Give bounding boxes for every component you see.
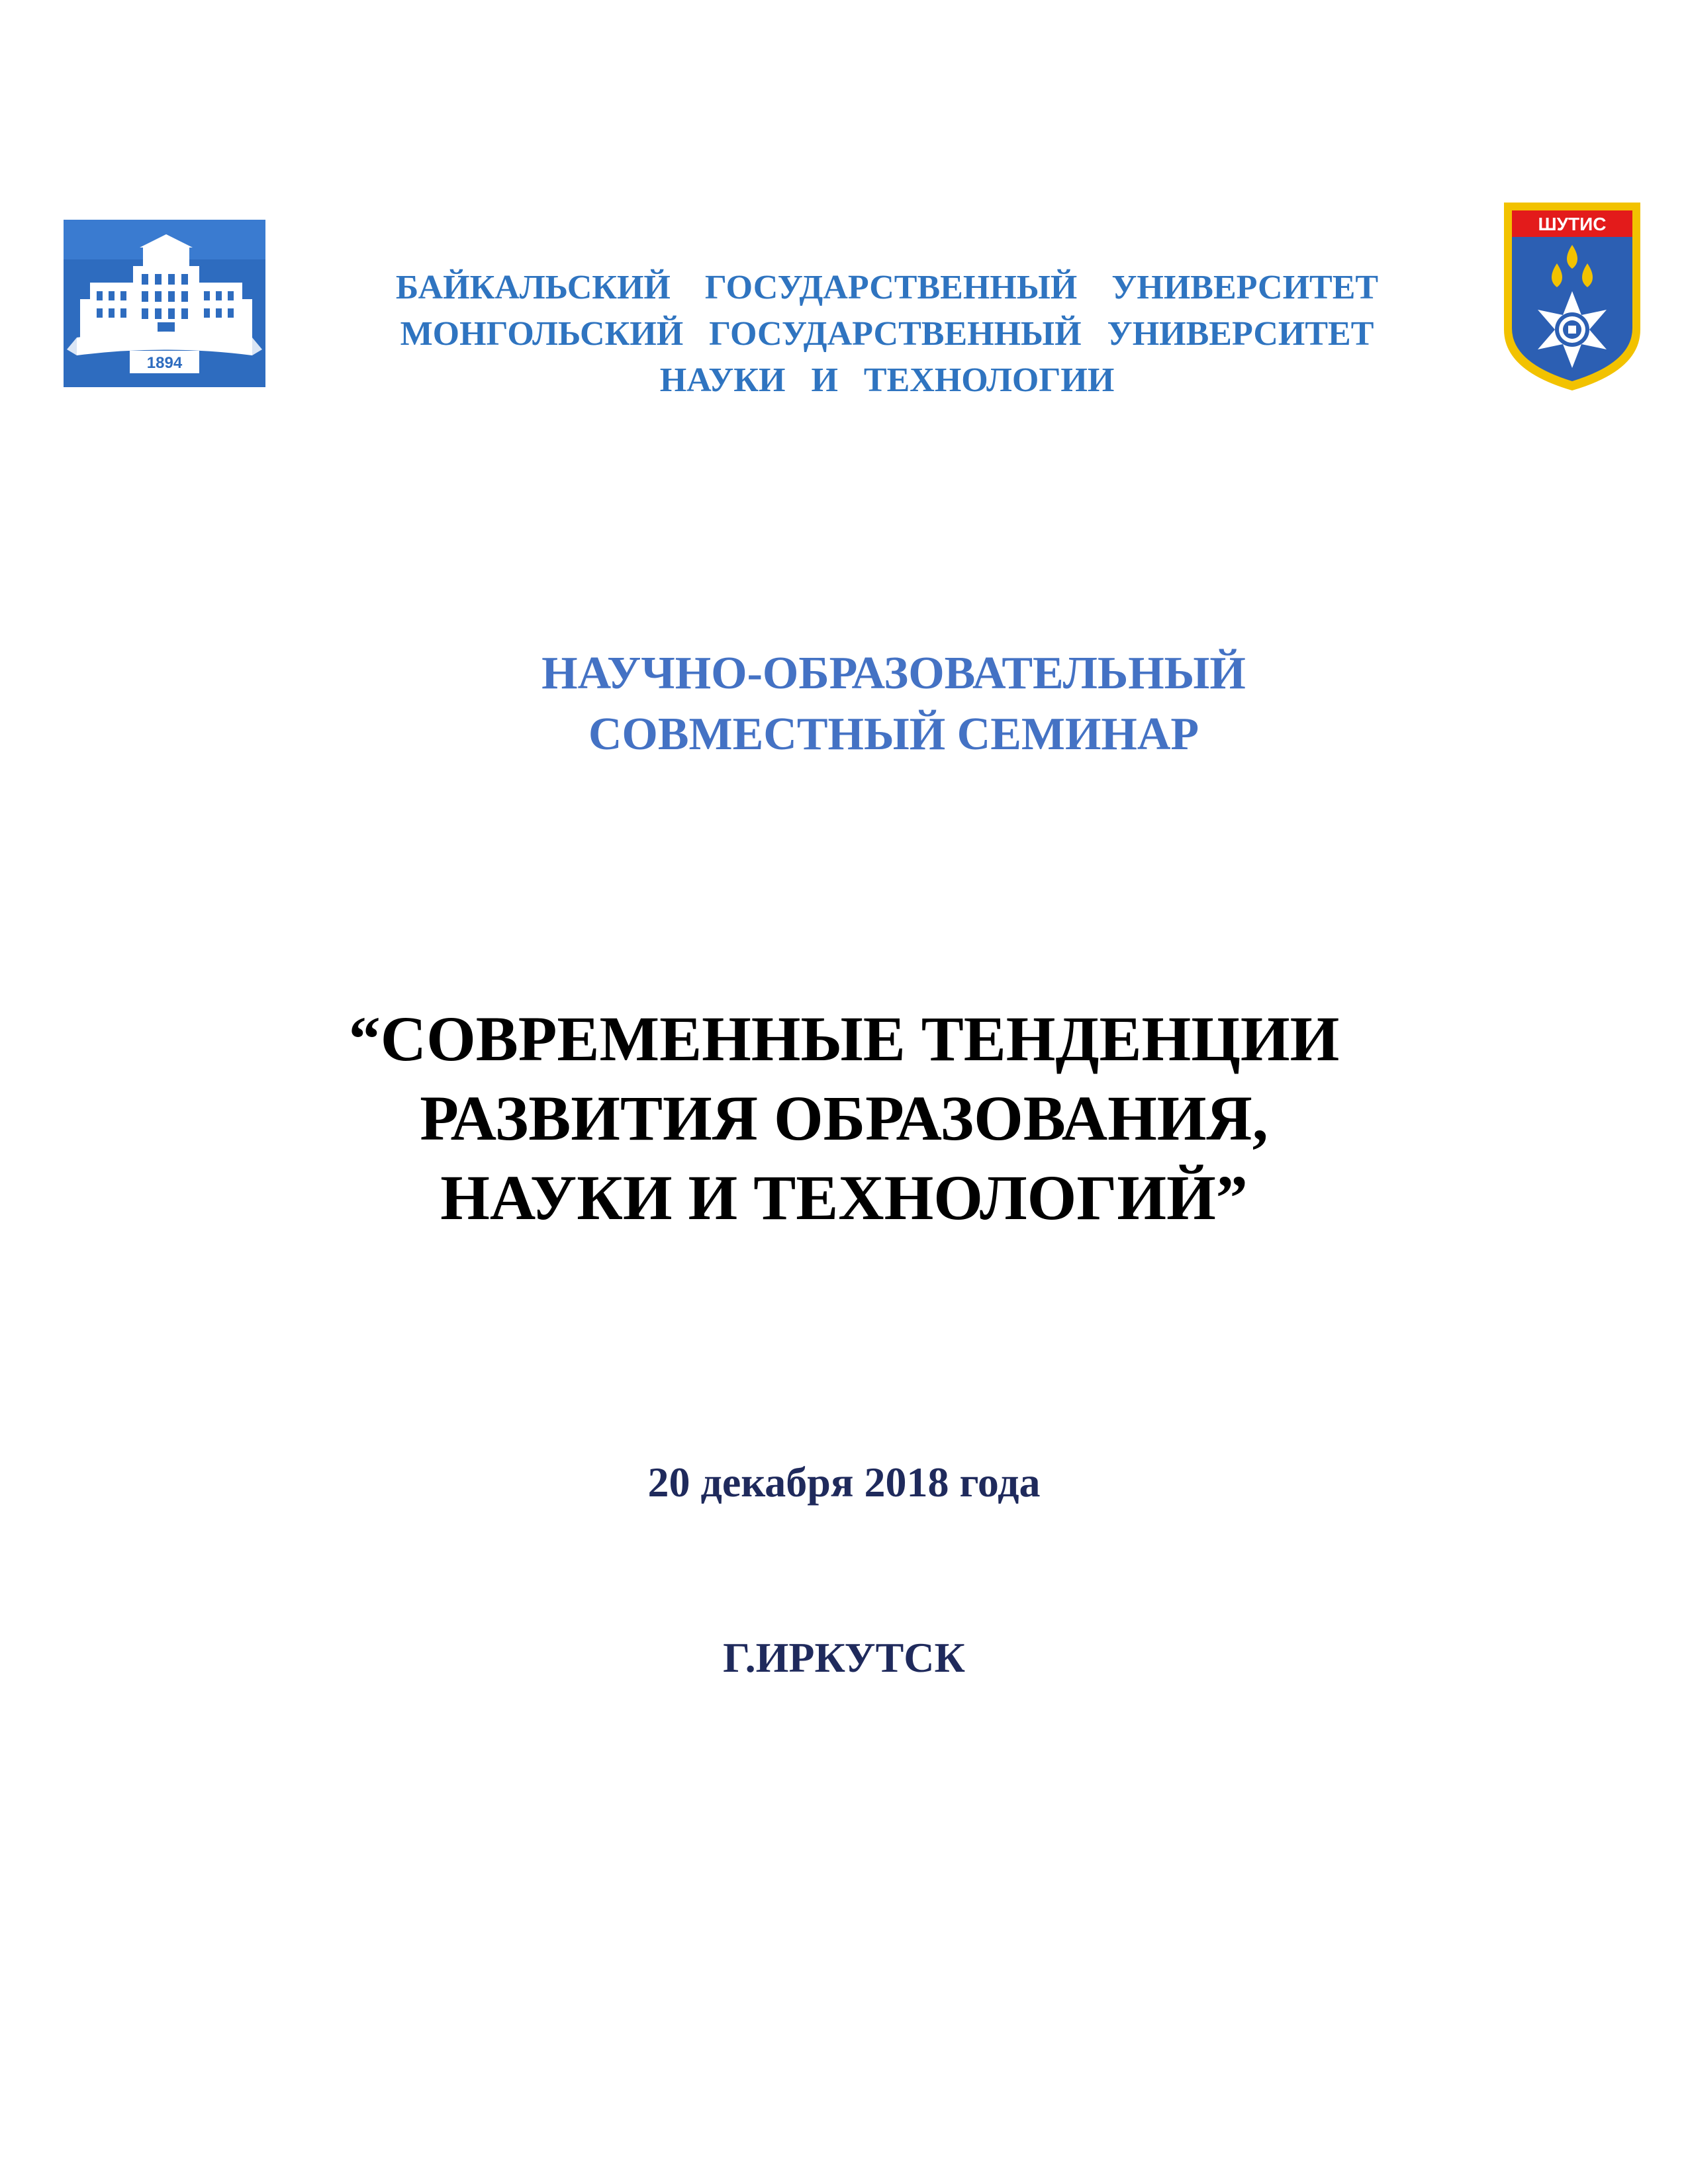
seminar-line-1: НАУЧНО-ОБРАЗОВАТЕЛЬНЫЙ <box>541 648 1246 699</box>
university-names <box>285 265 1489 404</box>
title-line-1: “СОВРЕМЕННЫЕ ТЕНДЕНЦИИ <box>348 1003 1340 1074</box>
university-building-logo <box>64 220 265 387</box>
logo-year: 1894 <box>146 354 183 372</box>
seminar-line-2: СОВМЕСТНЫЙ СЕМИНАР <box>588 709 1199 760</box>
event-city: Г.ИРКУТСК <box>723 1634 965 1681</box>
crest-label: ШУТИС <box>1538 214 1607 234</box>
seminar-heading <box>331 643 1456 765</box>
university-line-1: БАЙКАЛЬСКИЙ ГОСУДАРСТВЕННЫЙ УНИВЕРСИТЕТ <box>395 269 1379 306</box>
title-line-3: НАУКИ И ТЕХНОЛОГИЙ” <box>440 1162 1248 1233</box>
university-line-3: НАУКИ И ТЕХНОЛОГИИ <box>659 361 1115 399</box>
shutis-crest-logo <box>1499 197 1646 396</box>
document-title <box>182 999 1506 1238</box>
title-line-2: РАЗВИТИЯ ОБРАЗОВАНИЯ, <box>420 1083 1268 1154</box>
event-date: 20 декабря 2018 года <box>647 1459 1041 1506</box>
university-line-2: МОНГОЛЬСКИЙ ГОСУДАРСТВЕННЫЙ УНИВЕРСИТЕТ <box>400 315 1374 353</box>
